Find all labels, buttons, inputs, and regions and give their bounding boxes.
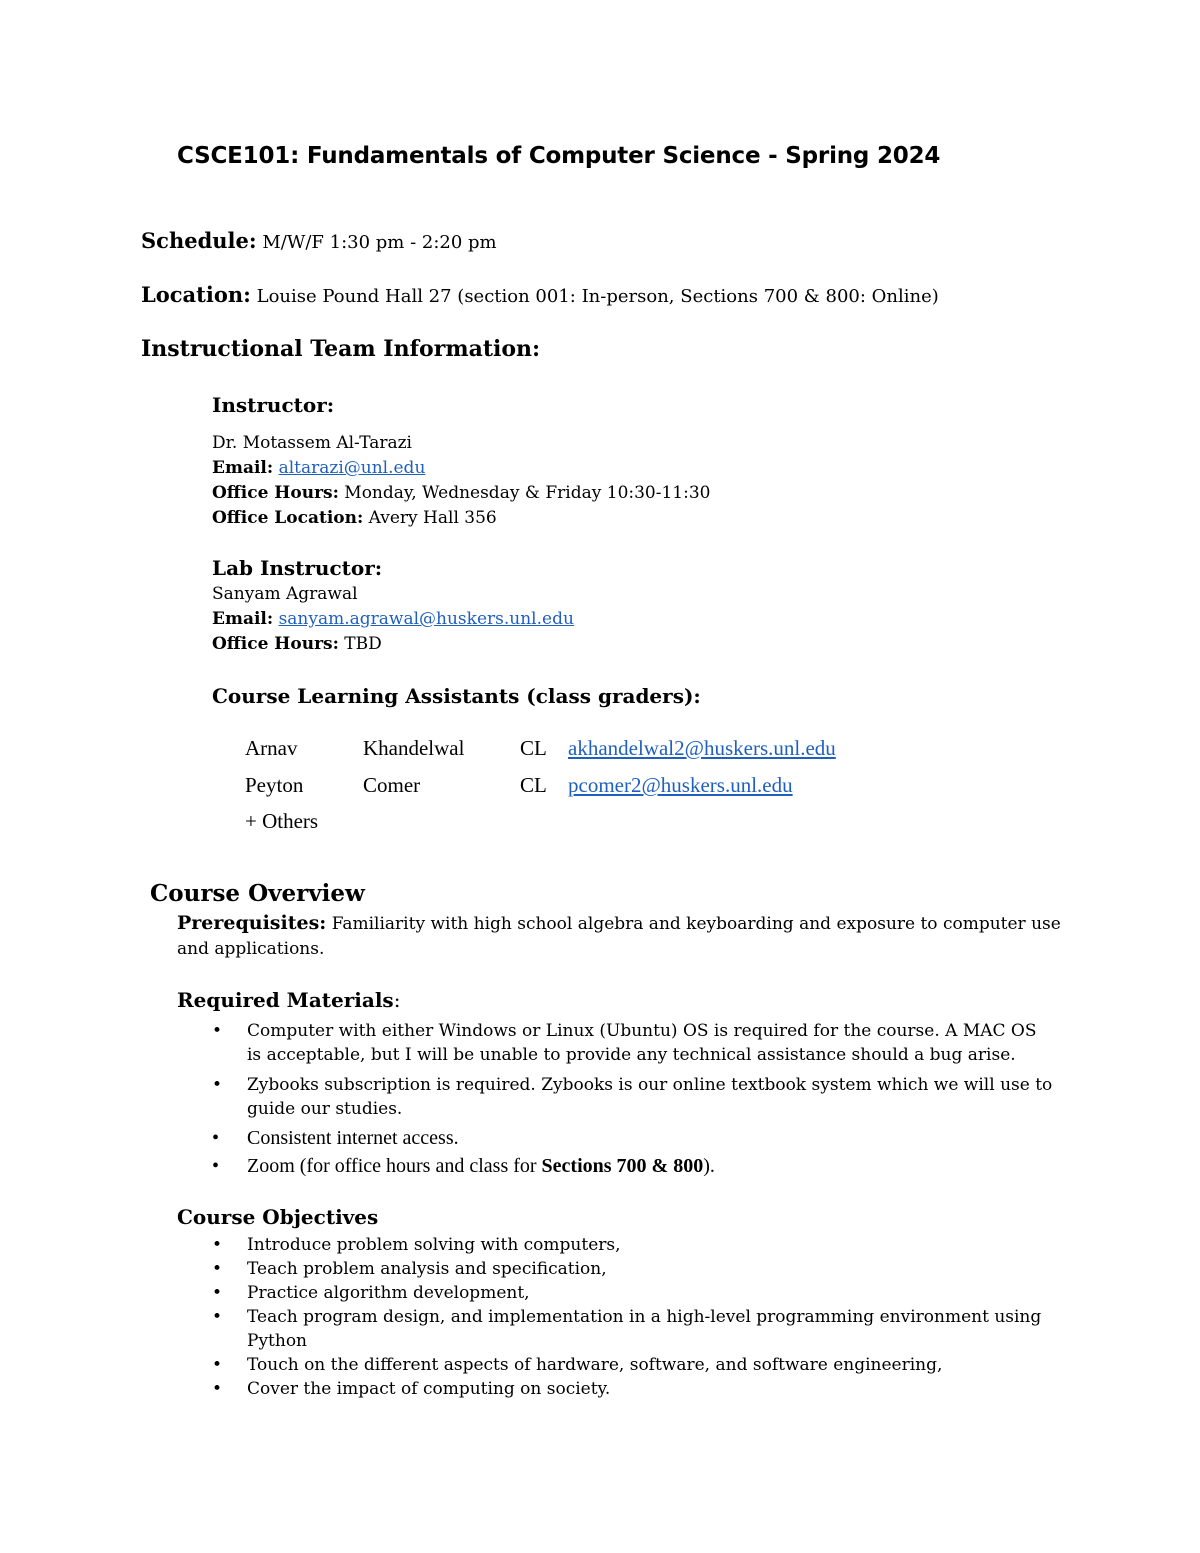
list-item	[212, 1257, 1041, 1281]
materials-label: Required Materials	[177, 988, 394, 1012]
materials-colon: :	[393, 988, 401, 1012]
instructor-office-value: Avery Hall 356	[368, 508, 497, 528]
lab-email-label: Email:	[212, 609, 274, 629]
lab-hours-line	[212, 634, 382, 654]
bullet-icon: •	[212, 1021, 223, 1041]
list-item-text: Computer with either Windows or Linux (Ubuntu) OS is required for the course. A MAC OS	[247, 1021, 1037, 1041]
assistant-role: CL	[520, 736, 547, 760]
list-item-text: Cover the impact of computing on society.	[247, 1379, 611, 1399]
assistant-first-name: Arnav	[245, 736, 298, 760]
list-item-text-prefix: Zoom (for office hours and class for	[247, 1155, 542, 1177]
list-item	[212, 1233, 1041, 1257]
lab-email-link[interactable]: sanyam.agrawal@huskers.unl.edu	[278, 609, 574, 629]
materials-heading	[177, 988, 400, 1012]
materials-list	[212, 1019, 1052, 1180]
list-item	[212, 1124, 1052, 1152]
bullet-icon: •	[212, 1259, 223, 1279]
assistants-others: + Others	[245, 809, 319, 833]
list-item	[212, 1353, 1041, 1377]
prerequisites-text-line2: and applications.	[177, 939, 325, 959]
lab-email-line	[212, 609, 574, 629]
location-label: Location:	[141, 282, 251, 307]
schedule-line	[141, 228, 497, 253]
schedule-label: Schedule:	[141, 228, 257, 253]
list-item	[212, 1377, 1041, 1401]
bullet-icon: •	[212, 1379, 223, 1399]
objectives-list	[212, 1233, 1041, 1401]
instructor-name: Dr. Motassem Al-Tarazi	[212, 433, 412, 453]
assistant-role: CL	[520, 773, 547, 797]
instructor-email-line	[212, 458, 425, 478]
bullet-icon: •	[212, 1075, 223, 1095]
location-value: Louise Pound Hall 27 (section 001: In-person, Sections 700 & 800: Online)	[256, 286, 939, 307]
list-item-text-suffix: ).	[703, 1155, 715, 1177]
list-item-text-bold: Sections 700 & 800	[541, 1155, 704, 1177]
lab-hours-label: Office Hours:	[212, 634, 339, 654]
instructor-email-label: Email:	[212, 458, 274, 478]
location-line	[141, 282, 939, 307]
instructor-office-label: Office Location:	[212, 508, 364, 528]
schedule-value: M/W/F 1:30 pm - 2:20 pm	[262, 232, 497, 253]
list-item-text: Zybooks subscription is required. Zybooks is our online textbook system which we will use to	[247, 1075, 1053, 1095]
assistant-email-link[interactable]: akhandelwal2@huskers.unl.edu	[568, 736, 836, 760]
assistant-last-name: Khandelwal	[363, 736, 465, 760]
bullet-icon: •	[212, 1127, 220, 1149]
instructor-heading: Instructor:	[212, 393, 335, 417]
assistants-heading: Course Learning Assistants (class graders):	[212, 684, 701, 708]
overview-heading: Course Overview	[150, 880, 365, 907]
assistant-last-name: Comer	[363, 773, 421, 797]
list-item-text: Touch on the different aspects of hardware, software, and software engineering,	[247, 1355, 943, 1375]
list-item	[212, 1305, 1041, 1353]
instructor-email-link[interactable]: altarazi@unl.edu	[278, 458, 426, 478]
list-item	[212, 1152, 1052, 1180]
list-item-text: Python	[247, 1331, 308, 1351]
instructor-hours-label: Office Hours:	[212, 483, 339, 503]
instructor-office-line	[212, 508, 497, 528]
page-title: CSCE101: Fundamentals of Computer Science - Spring 2024	[177, 143, 941, 169]
list-item-text	[247, 1152, 1052, 1180]
team-heading: Instructional Team Information:	[141, 336, 541, 362]
instructor-hours-value: Monday, Wednesday & Friday 10:30-11:30	[344, 483, 711, 503]
list-item-text: Consistent internet access.	[247, 1127, 459, 1149]
bullet-icon: •	[212, 1283, 223, 1303]
list-item-text: Teach program design, and implementation in a high-level programming environment using	[247, 1307, 1042, 1327]
instructor-hours-line	[212, 483, 710, 503]
list-item-text: Teach problem analysis and specification,	[247, 1259, 607, 1279]
assistant-first-name: Peyton	[245, 773, 304, 797]
list-item-text: Practice algorithm development,	[247, 1283, 530, 1303]
list-item	[212, 1281, 1041, 1305]
prerequisites-label: Prerequisites:	[177, 912, 327, 934]
list-item-text: Introduce problem solving with computers,	[247, 1235, 621, 1255]
assistant-email-link[interactable]: pcomer2@huskers.unl.edu	[568, 773, 793, 797]
bullet-icon: •	[212, 1307, 223, 1327]
list-item	[212, 1073, 1052, 1121]
bullet-icon: •	[212, 1235, 223, 1255]
bullet-icon: •	[212, 1155, 220, 1177]
list-item-text: is acceptable, but I will be unable to provide any technical assistance should a bug arise.	[247, 1045, 1016, 1065]
prerequisites-text-line1: Familiarity with high school algebra and keyboarding and exposure to computer use	[331, 914, 1061, 934]
lab-hours-value: TBD	[344, 634, 382, 654]
list-item-text: guide our studies.	[247, 1099, 403, 1119]
objectives-heading: Course Objectives	[177, 1205, 379, 1229]
list-item	[212, 1019, 1052, 1067]
prerequisites-paragraph	[177, 911, 1061, 962]
lab-instructor-name: Sanyam Agrawal	[212, 584, 358, 604]
lab-instructor-heading: Lab Instructor:	[212, 556, 383, 580]
bullet-icon: •	[212, 1355, 223, 1375]
